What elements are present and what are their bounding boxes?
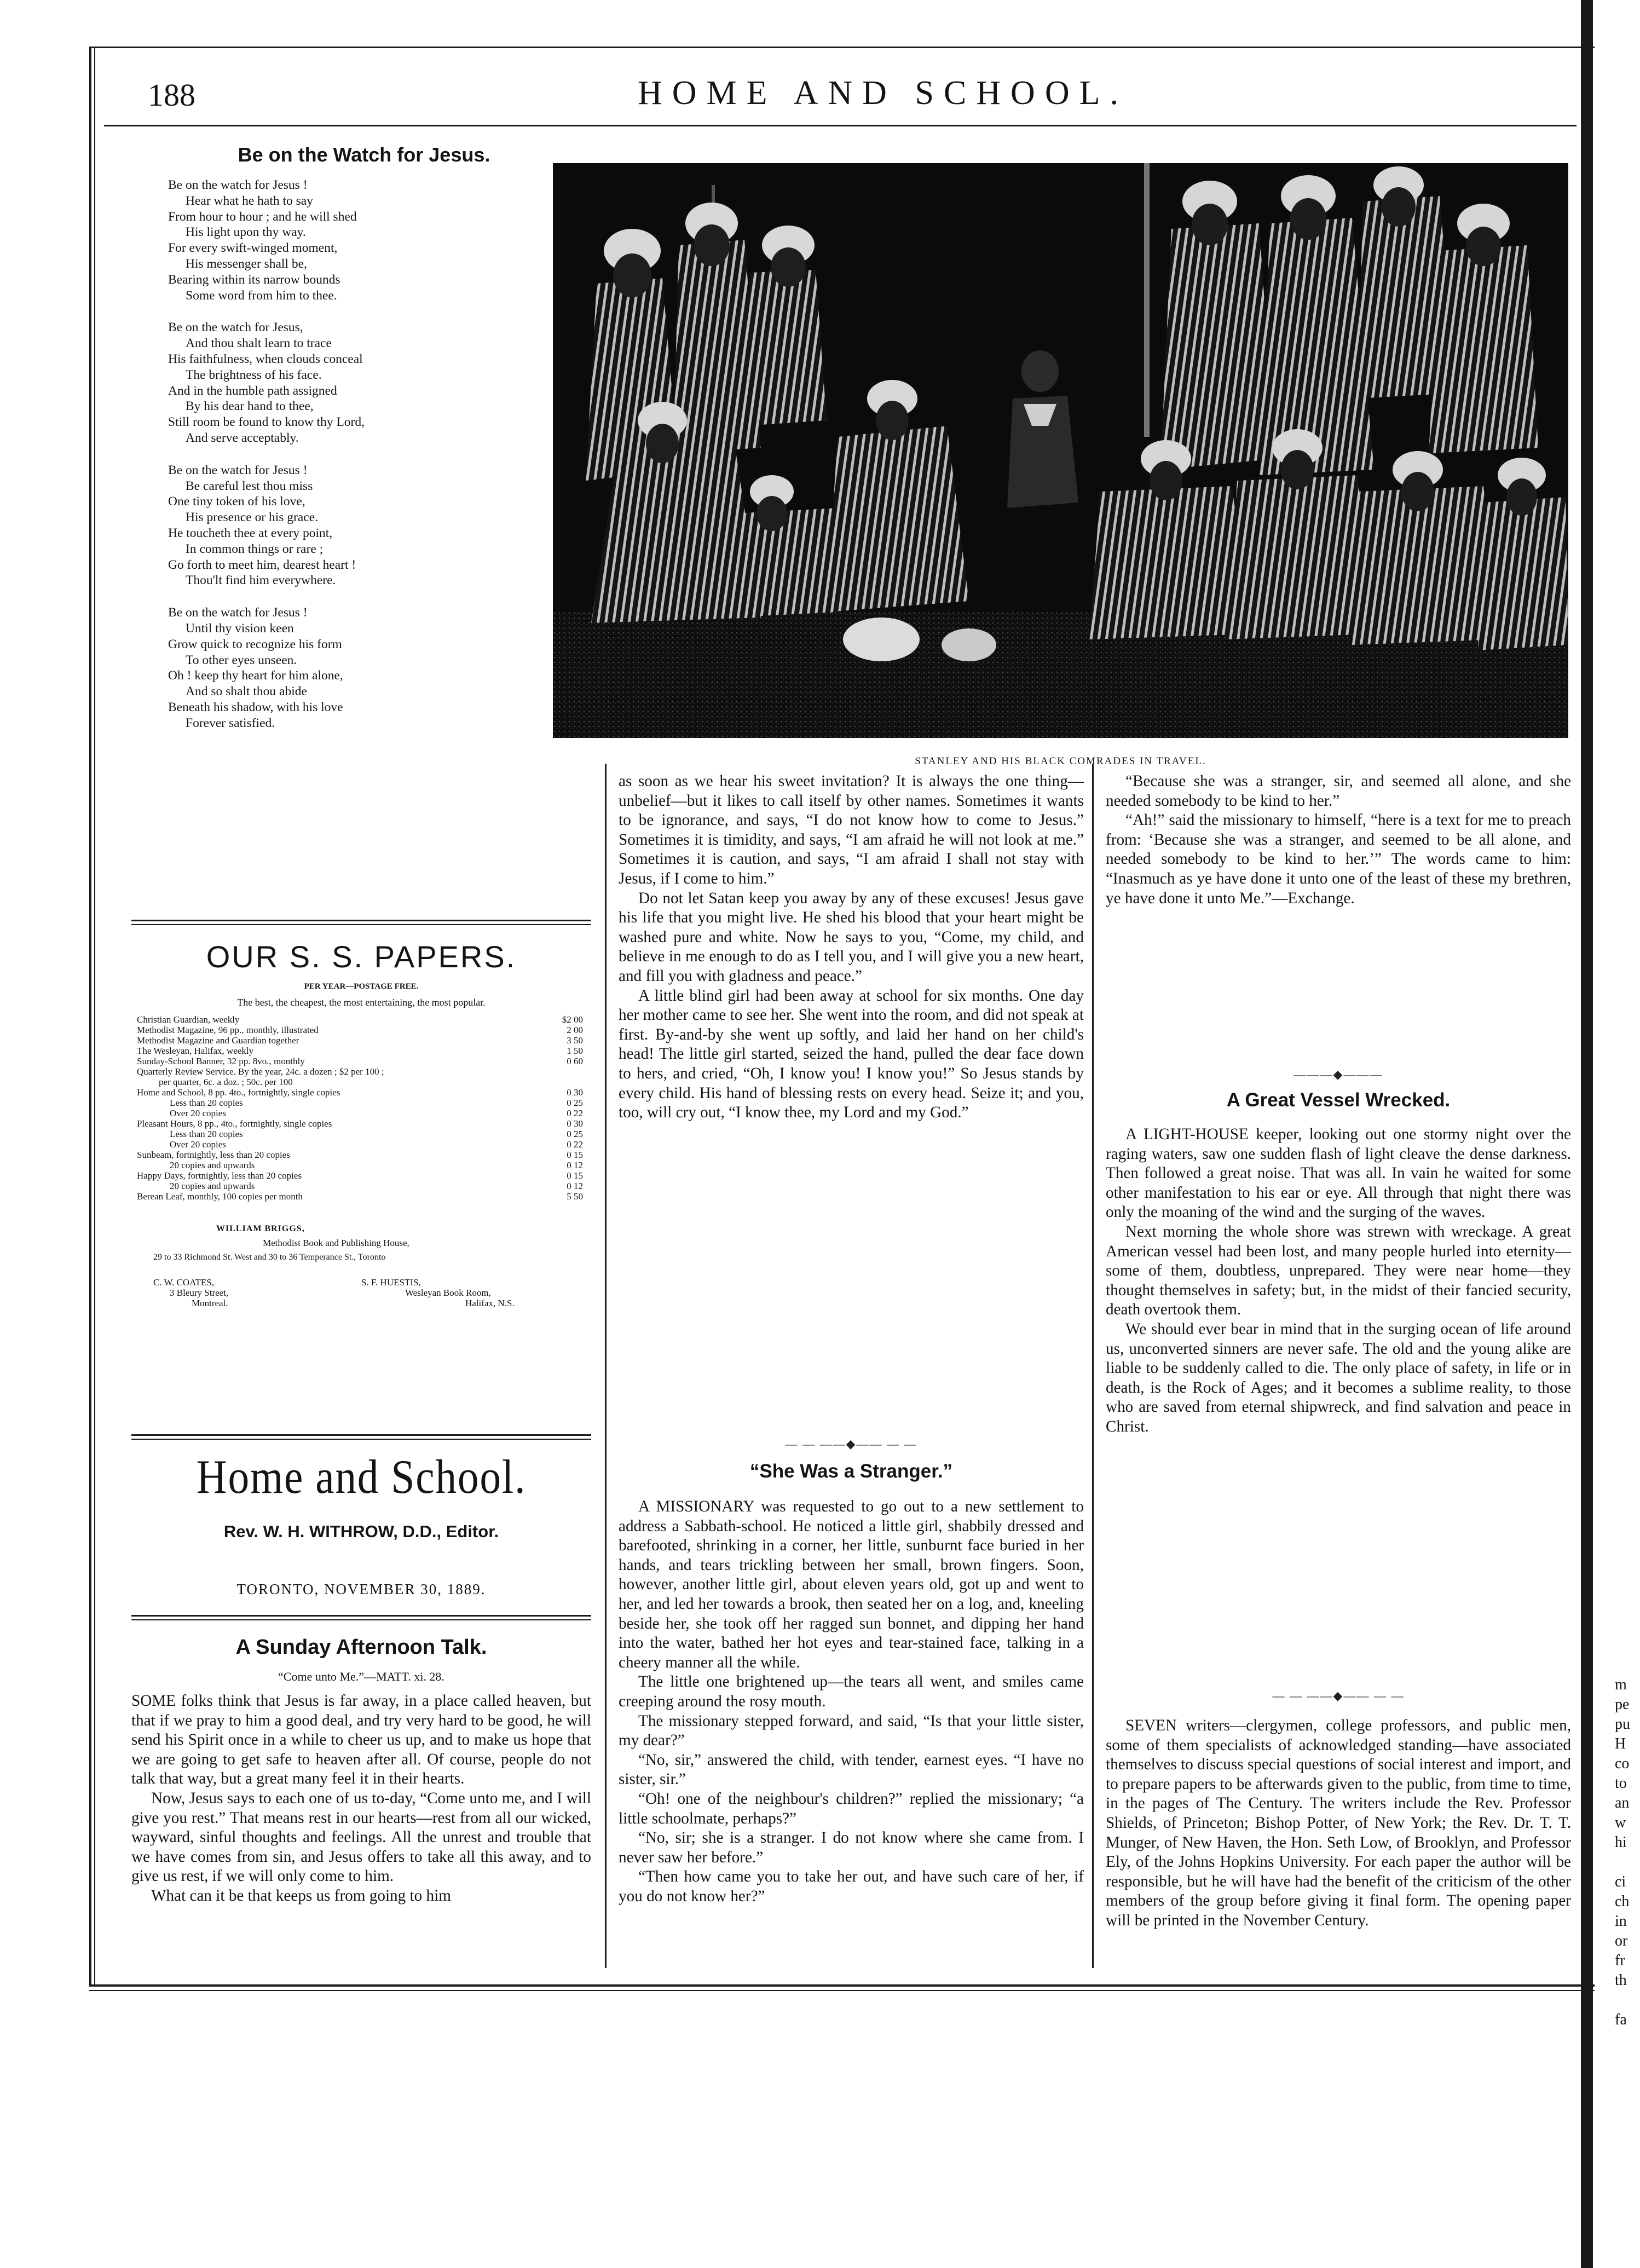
- ss-papers-price-list: [137, 1014, 583, 1202]
- vessel-title: A Great Vessel Wrecked.: [1226, 1089, 1451, 1111]
- middle-column-continuation: [619, 772, 1084, 1123]
- running-title: HOME AND SCHOOL.: [638, 74, 1128, 112]
- sunday-talk-epigraph: “Come unto Me.”—MATT. xi. 28.: [278, 1670, 444, 1683]
- paragraph: The little one brightened up—the tears all went, and smiles came creeping around the rosy mouth.: [619, 1673, 1084, 1710]
- photo-caption: STANLEY AND HIS BLACK COMRADES IN TRAVEL.: [915, 755, 1206, 767]
- ss-papers-title: OUR S. S. PAPERS.: [206, 939, 517, 974]
- paragraph: SOME folks think that Jesus is far away, in a place called heaven, but that if we pray to him a good deal, and try very hard to be good, he will send his Spirit once in a while to cheer us up, and to make us hope that we are going to get safe to heaven after all. Of course, people do not talk that way, but a great many feel it in their hearts.: [131, 1692, 591, 1788]
- list-item: per quarter, 6c. a doz. ; 50c. per 100: [159, 1077, 293, 1087]
- page-border-left: [89, 47, 91, 1984]
- section-ornament: — — ——◆—— — —: [1272, 1689, 1405, 1703]
- paragraph: SEVEN writers—clergymen, college professors, and public men, some of them specialists of acknowledged standing—have associated themselves to discuss special questions of social interest and import, and to prepare papers to be afterwards given to the public, from time to time, in the pages of The Century. The writers include the Rev. Professor Shields, of Princeton; Bishop Potter, of New York; the Rev. Dr. T. T. Munger, of New Haven, the Hon. Seth Low, of Brooklyn, and Professor Ely, of the Johns Hopkins University. For each paper the author will be responsible, but he will have had the benefit of the criticism of the other members of the group before giving it final form. The opening paper will be printed in the November Century.: [1106, 1717, 1571, 1929]
- section-ornament: ———◆———: [1293, 1067, 1383, 1081]
- list-item: Methodist Magazine and Guardian together 3 50: [137, 1035, 583, 1046]
- paragraph: Do not let Satan keep you away by any of these excuses! Jesus gave his life that you might live. He shed his blood that your heart might be washed pure and white. Now he says to you, “Come, my child, and believe in me enough to do as I tell you, and I will give you a new heart, and fill you with gladness and peace.”: [619, 889, 1084, 985]
- stranger-conclusion: [1106, 772, 1571, 908]
- masthead-dateline: TORONTO, NOVEMBER 30, 1889.: [236, 1581, 486, 1597]
- list-item: 20 copies and upwards 0 12: [170, 1160, 583, 1170]
- agent-montreal: C. W. COATES, 3 Bleury Street, Montreal.: [153, 1277, 229, 1308]
- poem-stanza: Be on the watch for Jesus ! Until thy vision keen Grow quick to recognize his form To other eyes unseen. Oh ! keep thy heart for him alone, And so shalt thou abide Beneath his shadow, with his love Forever satisfied.: [168, 605, 343, 730]
- publisher-address: 29 to 33 Richmond St. West and 30 to 36 Temperance St., Toronto: [153, 1253, 386, 1262]
- poem-stanza: Be on the watch for Jesus, And thou shalt learn to trace His faithfulness, when clouds conceal The brightness of his face. And in the humble path assigned By his dear hand to thee, Still room be found to know thy Lord, And serve acceptably.: [168, 320, 365, 445]
- section-ornament: — — ——◆—— — —: [785, 1437, 917, 1451]
- list-item: 20 copies and upwards 0 12: [170, 1181, 583, 1191]
- masthead-editor: Rev. W. H. WITHROW, D.D., Editor.: [223, 1522, 499, 1541]
- poem-stanza: Be on the watch for Jesus ! Be careful lest thou miss One tiny token of his love, His presence or his grace. He toucheth thee at every point, In common things or rare ; Go forth to meet him, dearest heart ! Thou'lt find him everywhere.: [168, 463, 356, 588]
- stanley-photo-illustration: [553, 163, 1568, 738]
- ss-papers-subtitle: PER YEAR—POSTAGE FREE.: [304, 982, 419, 991]
- vessel-body: [1106, 1125, 1571, 1437]
- stranger-body: [619, 1497, 1084, 1906]
- gutter-bar: [1581, 0, 1593, 2268]
- list-item: Less than 20 copies 0 25: [170, 1098, 583, 1108]
- section-rule: [131, 1439, 591, 1440]
- page-border-bottom-inner: [89, 1990, 1595, 1991]
- paragraph: We should ever bear in mind that in the surging ocean of life around us, unconverted sinners are never safe. The old and the young alike are liable to be suddenly called to die. The only place of safety, in life or in death, is the Rock of Ages; and it becomes a sublime reality, to those who are saved from eternal shipwreck, and find salvation and peace in Christ.: [1106, 1320, 1571, 1435]
- sunday-talk-title: A Sunday Afternoon Talk.: [235, 1636, 487, 1659]
- section-rule: [131, 920, 591, 921]
- header-rule: [104, 125, 1577, 126]
- paragraph: A little blind girl had been away at school for six months. One day her mother came to see her. She went into the room, and did not speak at first. By-and-by she went up softly, and laid her hand on her child's head! The little girl started, seized the hand, pulled the dear face down to hers, and cried, “Oh, I know you! I know you!” So Jesus stands by every child. His hand of blessing rests on every head. Seize it; and you, too, will cry out, “I know thee, my Lord and my God.”: [619, 986, 1084, 1122]
- publisher-house: Methodist Book and Publishing House,: [263, 1238, 409, 1248]
- paragraph: “Because she was a stranger, sir, and seemed all alone, and she needed somebody to be kind to her.”: [1106, 772, 1571, 810]
- section-rule: [131, 1615, 591, 1617]
- list-item: The Wesleyan, Halifax, weekly 1 50: [137, 1046, 583, 1056]
- list-item: Home and School, 8 pp. 4to., fortnightly, single copies 0 30: [137, 1087, 583, 1098]
- section-rule: [131, 1619, 591, 1620]
- poem-stanza: Be on the watch for Jesus ! Hear what he hath to say From hour to hour ; and he will shed His light upon thy way. For every swift-winged moment, His messenger shall be, Bearing within its narrow bounds Some word from him to thee.: [168, 178, 357, 303]
- page-border-top: [89, 47, 1595, 48]
- page-number: 188: [148, 77, 195, 113]
- paragraph: “No, sir; she is a stranger. I do not know where she came from. I never saw her before.”: [619, 1829, 1084, 1866]
- list-item: Berean Leaf, monthly, 100 copies per month 5 50: [137, 1191, 583, 1202]
- paragraph: “No, sir,” answered the child, with tender, earnest eyes. “I have no sister, sir.”: [619, 1751, 1084, 1788]
- list-item: Christian Guardian, weekly $2 00: [137, 1014, 583, 1025]
- paragraph: What can it be that keeps us from going to him: [151, 1886, 451, 1905]
- list-item: Methodist Magazine, 96 pp., monthly, illustrated 2 00: [137, 1025, 583, 1035]
- paragraph: A LIGHT-HOUSE keeper, looking out one stormy night over the raging waters, saw one sudden flash of light cleave the dense darkness. Then followed a great noise. That was all. In vain he waited for some other manifestation to his ear or eye. All through that night there was only the moaning of the wind and the surging of the waves.: [1106, 1126, 1571, 1221]
- list-item: Over 20 copies 0 22: [170, 1139, 583, 1150]
- masthead-title: Home and School.: [196, 1451, 527, 1504]
- paragraph: as soon as we hear his sweet invitation? It is always the one thing—unbelief—but it likes to call itself by other names. Sometimes it wants to be ignorance, and says, “I do not know how to come to Jesus.” Sometimes it is timidity, and says, “I am afraid he will not look at me.” Sometimes it is caution, and says, “I am afraid I shall not stay with Jesus, if I come to him.”: [619, 772, 1084, 887]
- poem-body: [168, 177, 584, 748]
- adjacent-page-fragments: m pe pu H co to an w hi ci ch in or fr th fa: [1615, 1676, 1630, 2028]
- page-border-left-inner: [94, 47, 95, 1984]
- stranger-title: “She Was a Stranger.”: [749, 1461, 953, 1482]
- century-notice: [1106, 1716, 1571, 1931]
- paragraph: The missionary stepped forward, and said, “Is that your little sister, my dear?”: [619, 1712, 1084, 1750]
- paragraph: “Then how came you to take her out, and have such care of her, if you do not know her?”: [619, 1868, 1084, 1905]
- paragraph: “Ah!” said the missionary to himself, “here is a text for me to preach from: ‘Because she was a stranger, and seemed to be all alone, and needed somebody to be kind to her.’” The words came to him: “Inasmuch as ye have done it unto one of the least of these my brethren, ye have done it unto Me.”—Exchange.: [1106, 811, 1571, 907]
- column-rule-1: [605, 764, 607, 1968]
- paragraph: Next morning the whole shore was strewn with wreckage. A great American vessel had been lost, and many people hurled into eternity—some of them, doubtless, unprepared. They were near home—they thought themselves in safety; but, in the midst of their fancied security, death overtook them.: [1106, 1222, 1571, 1319]
- list-item: Over 20 copies 0 22: [170, 1108, 583, 1118]
- column-rule-2: [1092, 764, 1094, 1968]
- list-item: Less than 20 copies 0 25: [170, 1129, 583, 1139]
- publisher-name: WILLIAM BRIGGS,: [216, 1224, 305, 1233]
- section-rule: [131, 924, 591, 925]
- agent-halifax: S. F. HUESTIS, Wesleyan Book Room, Halifax, N.S.: [361, 1277, 515, 1308]
- section-rule: [131, 1434, 591, 1436]
- poem-title: Be on the Watch for Jesus.: [238, 143, 490, 166]
- paragraph: “Oh! one of the neighbour's children?” replied the missionary; “a little schoolmate, perhaps?”: [619, 1790, 1084, 1827]
- list-item: Sunday-School Banner, 32 pp. 8vo., monthly 0 60: [137, 1056, 583, 1066]
- paragraph: A MISSIONARY was requested to go out to a new settlement to address a Sabbath-school. He noticed a little girl, shabbily dressed and barefooted, shrinking in a corner, her little, sunburnt face buried in her hands, and tears trickling between her small, brown fingers. Soon, however, another little girl, about eleven years old, got up and went to her, and led her towards a brook, then seated her on a log, and, kneeling beside her, she took off her ragged sun bonnet, and dipping her hand into the water, bathed her hot eyes and tear-stained face, talking in a cheery manner all the while.: [619, 1498, 1084, 1671]
- page-border-bottom: [89, 1984, 1595, 1987]
- ss-papers-tagline: The best, the cheapest, the most entertaining, the most popular.: [237, 997, 486, 1008]
- list-item: Happy Days, fortnightly, less than 20 copies 0 15: [137, 1170, 583, 1181]
- list-item: Quarterly Review Service. By the year, 24c. a dozen ; $2 per 100 ;: [137, 1066, 384, 1077]
- list-item: Pleasant Hours, 8 pp., 4to., fortnightly, single copies 0 30: [137, 1118, 583, 1129]
- list-item: Sunbeam, fortnightly, less than 20 copies 0 15: [137, 1150, 583, 1160]
- paragraph: Now, Jesus says to each one of us to-day, “Come unto me, and I will give you rest.” That means rest in our hearts—rest from all our wicked, wayward, sinful thoughts and feelings. All the unrest and trouble that we have comes from sin, and Jesus offers to take all this away, and to give us rest, if we will only come to him.: [131, 1789, 591, 1885]
- sunday-talk-body: [131, 1692, 591, 1906]
- stanley-photo: [553, 163, 1568, 738]
